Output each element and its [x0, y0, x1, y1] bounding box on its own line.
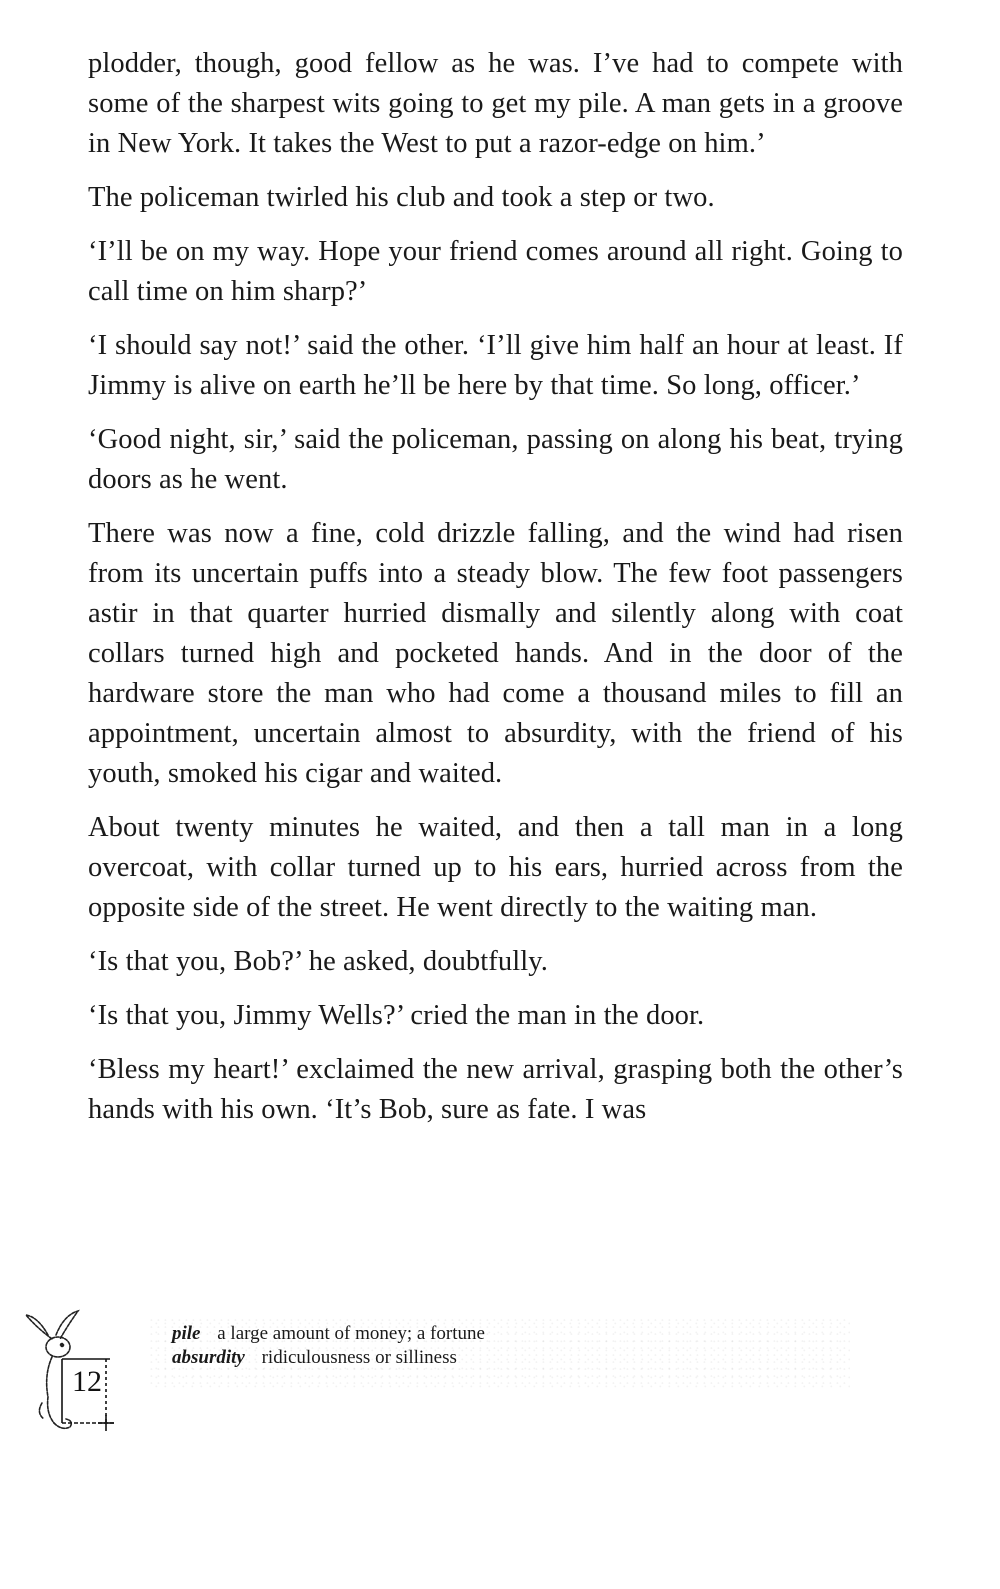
paragraph: ‘I’ll be on my way. Hope your friend comes around all right. Going to call time on him sharp?’: [88, 236, 903, 307]
paragraph: ‘Is that you, Bob?’ he asked, doubtfully.: [88, 946, 549, 977]
paragraph: ‘Good night, sir,’ said the policeman, passing on along his beat, trying doors as he went.: [88, 424, 903, 495]
paragraph: ‘Is that you, Jimmy Wells?’ cried the man in the door.: [88, 1000, 705, 1031]
paragraph: There was now a fine, cold drizzle falling, and the wind had risen from its uncertain puffs into a steady blow. The few foot passengers astir in that quarter hurried dismally and silently along with coat collars turned high and pocketed hands. And in the door of the hardware store the man who had come a thousand miles to fill an appointment, uncertain almost to absurdity, with the friend of his youth, smoked his cigar and waited.: [88, 518, 903, 789]
glossary-definition: a large amount of money; a fortune: [217, 1323, 485, 1344]
page-number: 12: [72, 1365, 102, 1398]
glossary-term: absurdity: [172, 1347, 245, 1368]
paragraph: ‘Bless my heart!’ exclaimed the new arrival, grasping both the other’s hands with his own. ‘It’s Bob, sure as fate. I was: [88, 1054, 903, 1125]
paragraph: plodder, though, good fellow as he was. I’ve had to compete with some of the sharpest wits going to get my pile. A man gets in a groove in New York. It takes the West to put a razor-edge on him.’: [88, 48, 903, 159]
glossary-entry: [172, 1346, 457, 1370]
glossary-entry: [172, 1322, 485, 1346]
page-number-mark: [18, 1305, 128, 1440]
glossary-box: [150, 1318, 850, 1388]
page-body: [88, 44, 903, 1144]
paragraph: The policeman twirled his club and took a step or two.: [88, 182, 715, 213]
paragraph: About twenty minutes he waited, and then a tall man in a long overcoat, with collar turned up to his ears, hurried across from the opposite side of the street. He went directly to the waiting man.: [88, 812, 903, 923]
glossary-term: pile: [172, 1323, 201, 1344]
paragraph: ‘I should say not!’ said the other. ‘I’ll give him half an hour at least. If Jimmy is alive on earth he’ll be here by that time. So long, officer.’: [88, 330, 903, 401]
glossary-definition: ridiculousness or silliness: [261, 1347, 457, 1368]
